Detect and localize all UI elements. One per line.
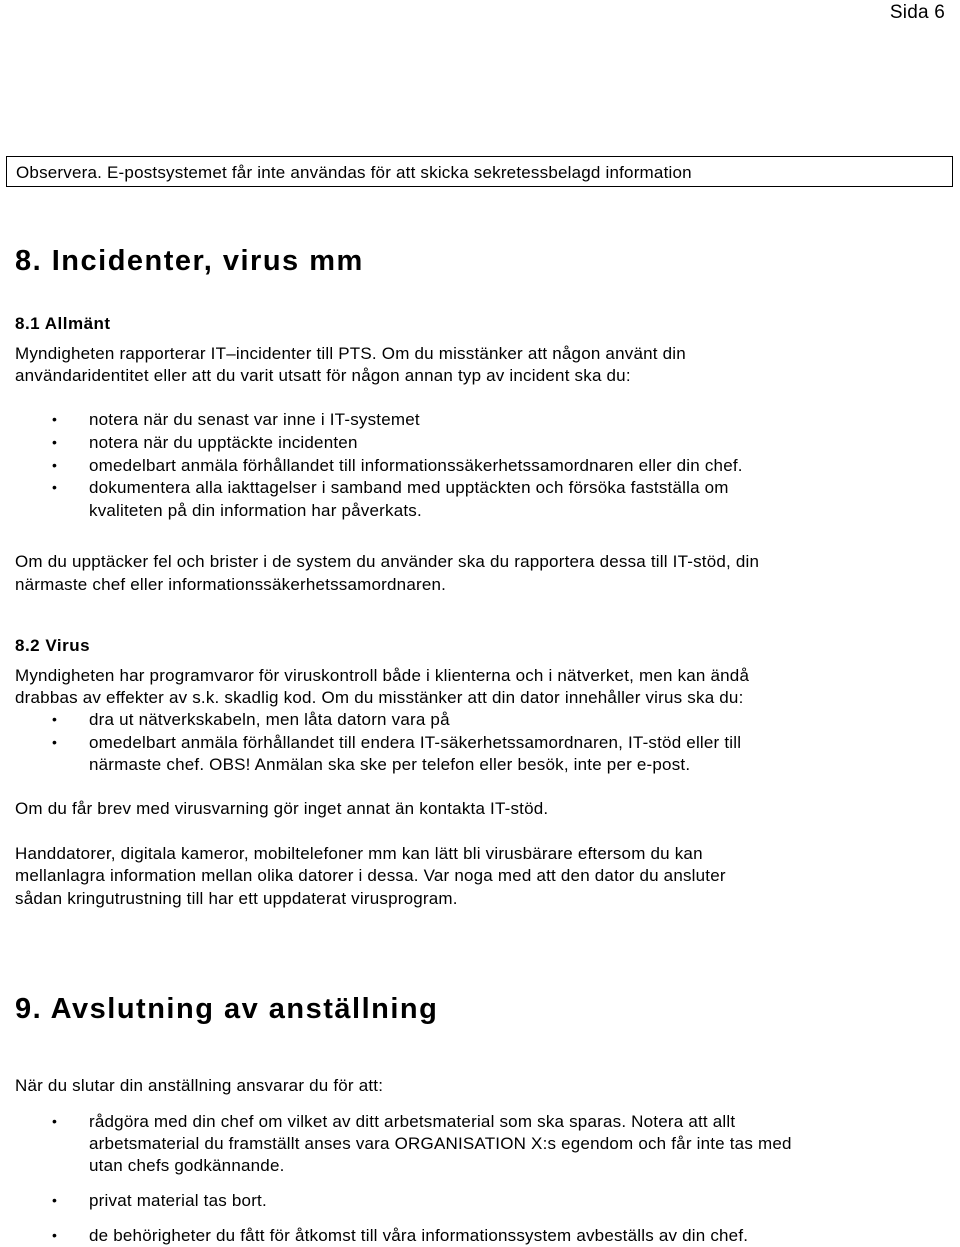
section-9-heading: 9. Avslutning av anställning [15, 993, 439, 1025]
section-8-heading: 8. Incidenter, virus mm [15, 245, 364, 277]
paragraph-line: sådan kringutrustning till har ett uppdaterat virusprogram. [15, 889, 458, 908]
list-item: rådgöra med din chef om vilket av ditt arbetsmaterial som ska sparas. Notera att allt [89, 1112, 736, 1131]
bullet-icon: • [52, 457, 57, 473]
list-item: dokumentera alla iakttagelser i samband med upptäckten och försöka fastställa om [89, 478, 729, 497]
notice-box [6, 156, 953, 187]
bullet-icon: • [52, 434, 57, 450]
list-item: notera när du upptäckte incidenten [89, 433, 358, 452]
bullet-icon: • [52, 1227, 57, 1243]
list-item-continuation: arbetsmaterial du framställt anses vara ORGANISATION X:s egendom och får inte tas med [89, 1134, 792, 1153]
page-number: Sida 6 [889, 2, 945, 23]
paragraph-line: drabbas av effekter av s.k. skadlig kod. Om du misstänker att din dator innehåller virus ska du: [15, 688, 744, 707]
list-item-continuation: närmaste chef. OBS! Anmälan ska ske per telefon eller besök, inte per e-post. [89, 755, 691, 774]
list-item-continuation: kvaliteten på din information har påverkats. [89, 501, 422, 520]
list-item: notera när du senast var inne i IT-systemet [89, 410, 420, 429]
paragraph-line: närmaste chef eller informationssäkerhetssamordnaren. [15, 575, 447, 594]
notice-text: Observera. E-postsystemet får inte användas för att skicka sekretessbelagd information [16, 163, 692, 182]
bullet-icon: • [52, 1113, 57, 1129]
bullet-icon: • [52, 479, 57, 495]
subsection-8-1-heading: 8.1 Allmänt [15, 314, 111, 333]
subsection-8-2-heading: 8.2 Virus [15, 636, 91, 655]
paragraph-line: Handdatorer, digitala kameror, mobiltelefoner mm kan lätt bli virusbärare eftersom du kan [15, 844, 703, 863]
bullet-icon: • [52, 711, 57, 727]
paragraph-line: Om du upptäcker fel och brister i de system du använder ska du rapportera dessa till IT-stöd, din [15, 552, 760, 571]
bullet-icon: • [52, 734, 57, 750]
bullet-icon: • [52, 1192, 57, 1208]
paragraph-line: När du slutar din anställning ansvarar du för att: [15, 1076, 384, 1095]
paragraph-line: Myndigheten rapporterar IT–incidenter till PTS. Om du misstänker att någon använt din [15, 344, 686, 363]
list-item: de behörigheter du fått för åtkomst till våra informationssystem avbeställs av din chef. [89, 1226, 749, 1245]
paragraph-line: Myndigheten har programvaror för viruskontroll både i klienterna och i nätverket, men kan ändå [15, 666, 750, 685]
list-item: omedelbart anmäla förhållandet till endera IT-säkerhetssamordnaren, IT-stöd eller till [89, 733, 742, 752]
paragraph-line: användaridentitet eller att du varit utsatt för någon annan typ av incident ska du: [15, 366, 631, 385]
list-item: omedelbart anmäla förhållandet till informationssäkerhetssamordnaren eller din chef. [89, 456, 743, 475]
list-item: dra ut nätverkskabeln, men låta datorn vara på [89, 710, 450, 729]
paragraph-line: Om du får brev med virusvarning gör inget annat än kontakta IT-stöd. [15, 799, 549, 818]
paragraph-line: mellanlagra information mellan olika datorer i dessa. Var noga med att den dator du ansluter [15, 866, 726, 885]
list-item: privat material tas bort. [89, 1191, 267, 1210]
list-item-continuation: utan chefs godkännande. [89, 1156, 285, 1175]
bullet-icon: • [52, 411, 57, 427]
